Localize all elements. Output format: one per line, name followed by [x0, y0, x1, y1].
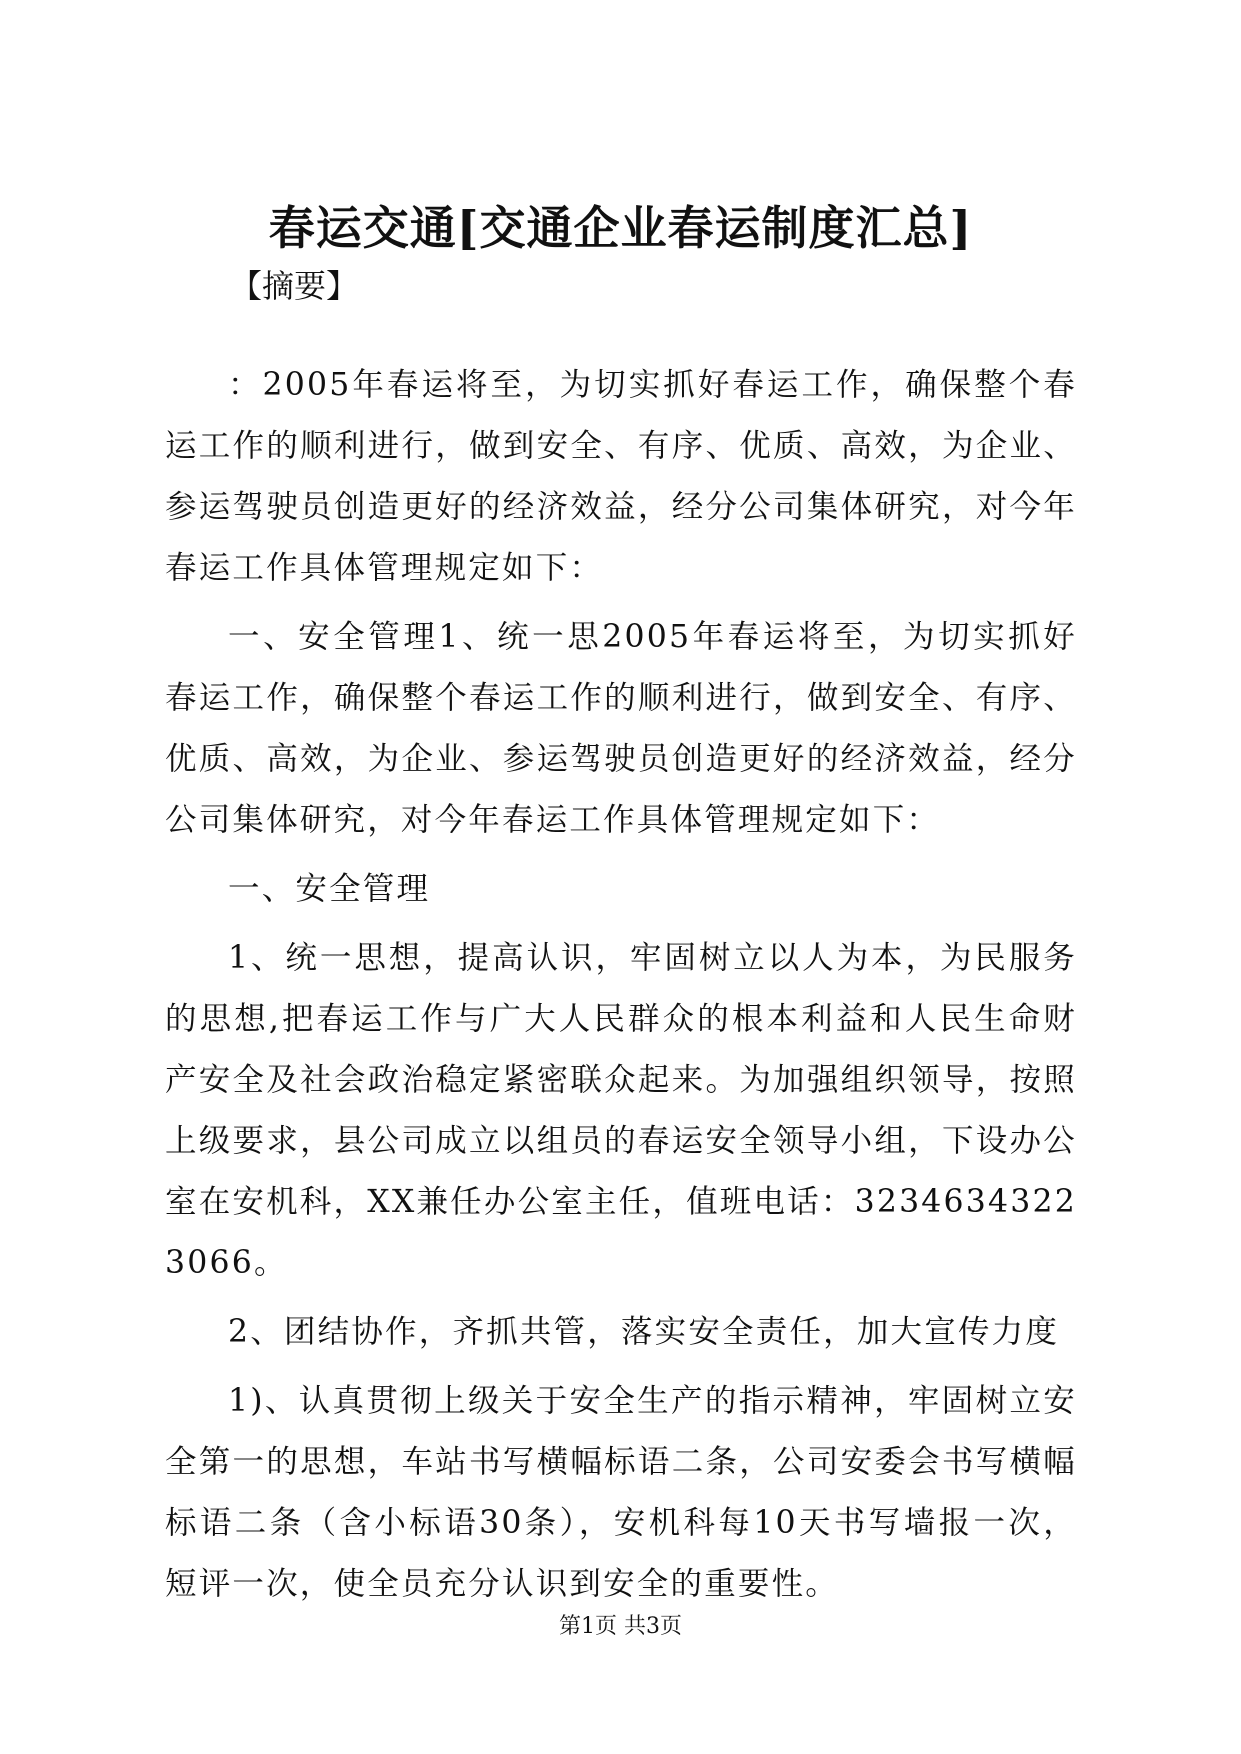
abstract-label: 【摘要】 [230, 267, 359, 305]
page-number-footer: 第1页 共3页 [559, 1614, 682, 1639]
section-heading: 一、安全管理 [228, 871, 431, 907]
paragraph: 1)、认真贯彻上级关于安全生产的指示精神，牢固树立安全第一的思想，车站书写横幅标语二条，公司安委会书写横幅标语二条（含小标语30条），安机科每10天书写墙报一次，短评一次，使全员充分认识到安全的重要性。 [165, 1383, 1077, 1602]
paragraph: 一、安全管理1、统一思2005年春运将至，为切实抓好春运工作，确保整个春运工作的顺利进行，做到安全、有序、优质、高效，为企业、参运驾驶员创造更好的经济效益，经分公司集体研究，对今年春运工作具体管理规定如下： [165, 619, 1077, 838]
paragraph: 1、统一思想，提高认识，牢固树立以人为本，为民服务的思想,把春运工作与广大人民群众的根本利益和人民生命财产安全及社会政治稳定紧密联众起来。为加强组织领导，按照上级要求，县公司成立以组员的春运安全领导小组，下设办公室在安机科，XX兼任办公室主任，值班电话：32346343223066。 [165, 940, 1077, 1281]
document-body [165, 355, 1077, 1623]
paragraph: 2、团结协作，齐抓共管，落实安全责任，加大宣传力度 [228, 1314, 1060, 1350]
document-title: 春运交通[交通企业春运制度汇总] [268, 201, 973, 255]
paragraph: ：2005年春运将至，为切实抓好春运工作，确保整个春运工作的顺利进行，做到安全、有序、优质、高效，为企业、参运驾驶员创造更好的经济效益，经分公司集体研究，对今年春运工作具体管理规定如下： [165, 367, 1077, 586]
